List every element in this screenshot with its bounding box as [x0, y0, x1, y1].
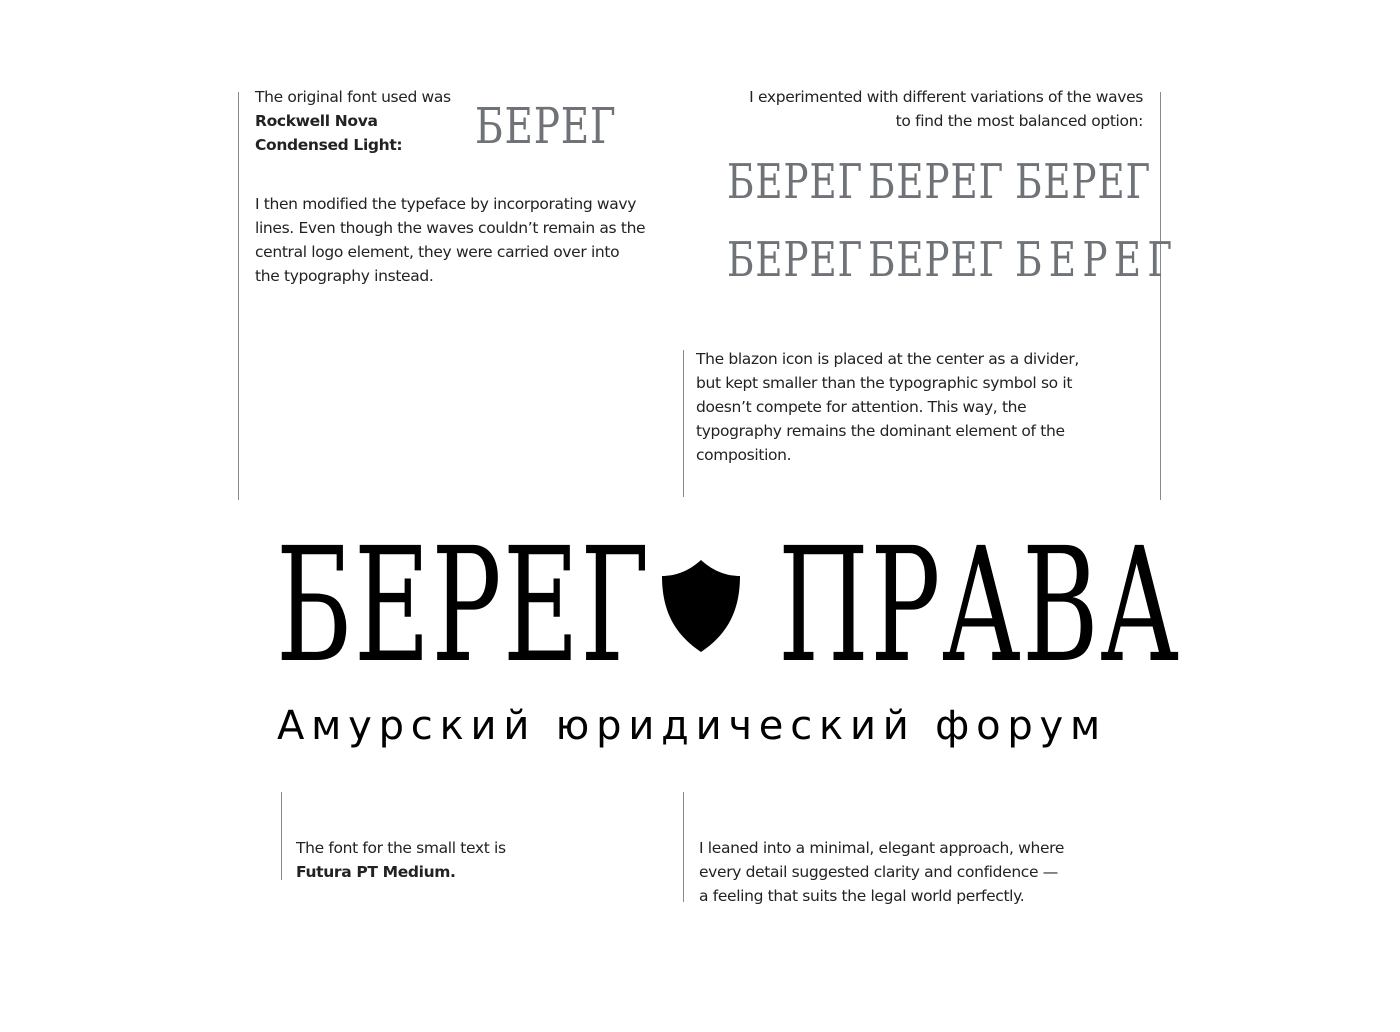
font-name-futura: Futura PT Medium. [296, 863, 456, 881]
font-name-rockwell: Rockwell Nova [255, 112, 378, 130]
logo-word-bereg: БЕРЕГ [276, 514, 651, 698]
wave-variant-4: БЕРЕГ [727, 232, 864, 288]
blazon-line: doesn’t compete for attention. This way, the [696, 398, 1027, 416]
sample-word-original: БЕРЕГ [475, 97, 617, 155]
logo-word-prava: ПРАВА [778, 514, 1181, 698]
shield-icon [660, 558, 742, 654]
wave-variant-1: БЕРЕГ [727, 154, 864, 210]
experiment-line: I experimented with different variations of the waves [749, 88, 1143, 106]
modified-line: the typography instead. [255, 267, 434, 285]
wave-variant-3: БЕРЕГ [1015, 154, 1152, 210]
small-font-text [296, 836, 556, 884]
blazon-text [696, 347, 1116, 467]
approach-line: I leaned into a minimal, elegant approach, where [699, 839, 1065, 857]
wave-variant-5: БЕРЕГ [868, 232, 1005, 288]
font-name-rockwell-weight: Condensed Light: [255, 136, 403, 154]
wave-variant-2: БЕРЕГ [868, 154, 1005, 210]
modified-line: central logo element, they were carried over into [255, 243, 620, 261]
blazon-line: The blazon icon is placed at the center as a divider, [696, 350, 1079, 368]
experiment-text [700, 85, 1143, 133]
approach-line: a feeling that suits the legal world perfectly. [699, 887, 1025, 905]
wave-variant-6: БЕРЕГ [1015, 232, 1179, 288]
divider-line-approach [683, 792, 684, 902]
intro-line: The original font used was [255, 88, 451, 106]
intro-text [255, 85, 470, 157]
small-font-line: The font for the small text is [296, 839, 506, 857]
approach-line: every detail suggested clarity and confidence — [699, 863, 1058, 881]
divider-line-small-font [281, 792, 282, 880]
divider-line-right [1160, 92, 1161, 500]
modified-line: lines. Even though the waves couldn’t remain as the [255, 219, 646, 237]
logo-subtitle: Амурский юридический форум [277, 703, 1107, 749]
blazon-line: typography remains the dominant element of the [696, 422, 1065, 440]
experiment-line: to find the most balanced option: [895, 112, 1143, 130]
blazon-line: composition. [696, 446, 792, 464]
blazon-line: but kept smaller than the typographic symbol so it [696, 374, 1073, 392]
divider-line-blazon [683, 350, 684, 497]
modified-text [255, 192, 675, 288]
approach-text [699, 836, 1119, 908]
divider-line-left [238, 92, 239, 500]
modified-line: I then modified the typeface by incorporating wavy [255, 195, 637, 213]
